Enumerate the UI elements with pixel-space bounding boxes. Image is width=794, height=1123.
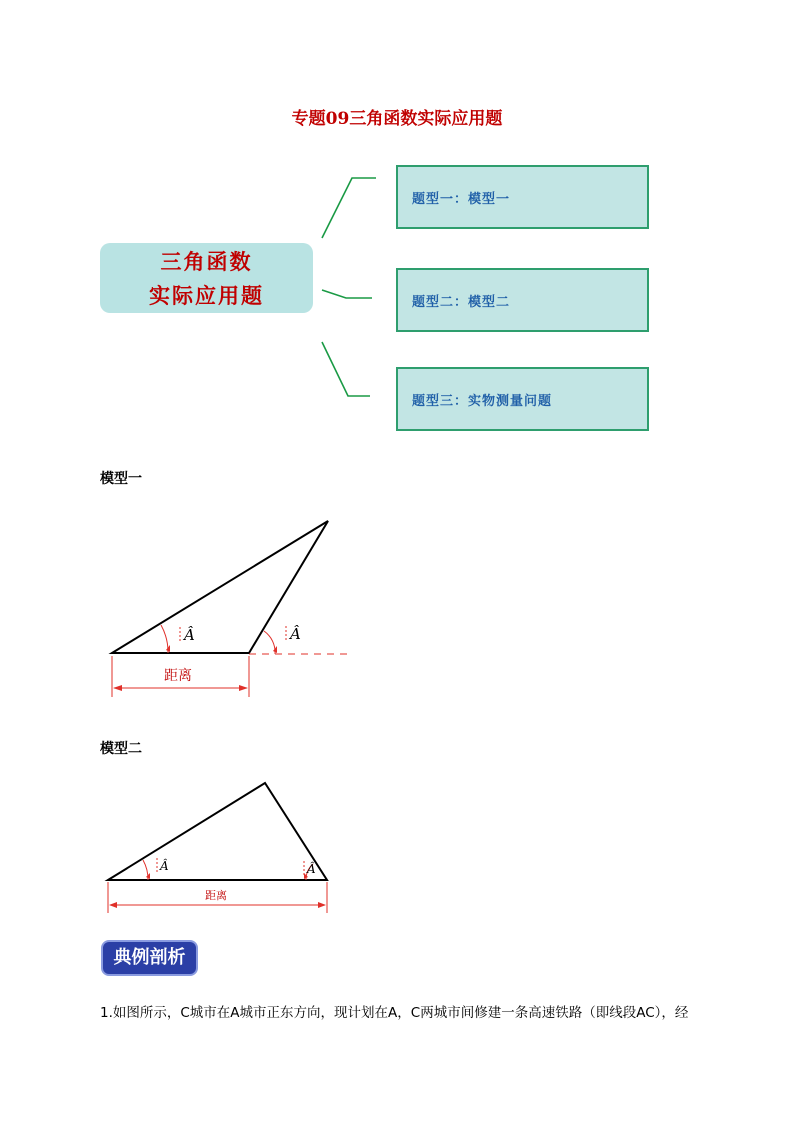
- model-2-dim-arrow-left: [109, 902, 117, 908]
- document-title: 专题09三角函数实际应用题: [291, 109, 503, 129]
- model-2-angle-label-1: Â: [160, 859, 169, 873]
- model-2-dim-arrow-right: [318, 902, 326, 908]
- model-1-heading: 模型一: [100, 471, 142, 487]
- model-1-angle-label-1: Â: [184, 626, 195, 644]
- model-2-angle-label-2: Â: [307, 862, 316, 876]
- model-1-angle-label-2: Â: [290, 625, 301, 643]
- model-2-distance-label: 距离: [205, 889, 227, 902]
- type-3-label: 题型三：实物测量问题: [412, 393, 553, 409]
- type-2-label: 题型二：模型二: [412, 294, 511, 310]
- center-node-line-2: 实际应用题: [149, 283, 264, 308]
- type-1-label: 题型一：模型一: [412, 191, 511, 207]
- center-node-line-1: 三角函数: [160, 249, 253, 274]
- model-2-heading: 模型二: [100, 741, 142, 757]
- model-1-distance-label: 距离: [164, 668, 192, 684]
- problem-1-text: 1.如图所示，C城市在A城市正东方向，现计划在A，C两城市间修建一条高速铁路（即线段AC），经: [100, 1005, 689, 1021]
- example-analysis-badge: 典例剖析: [101, 940, 198, 976]
- model-2-triangle: [108, 783, 327, 880]
